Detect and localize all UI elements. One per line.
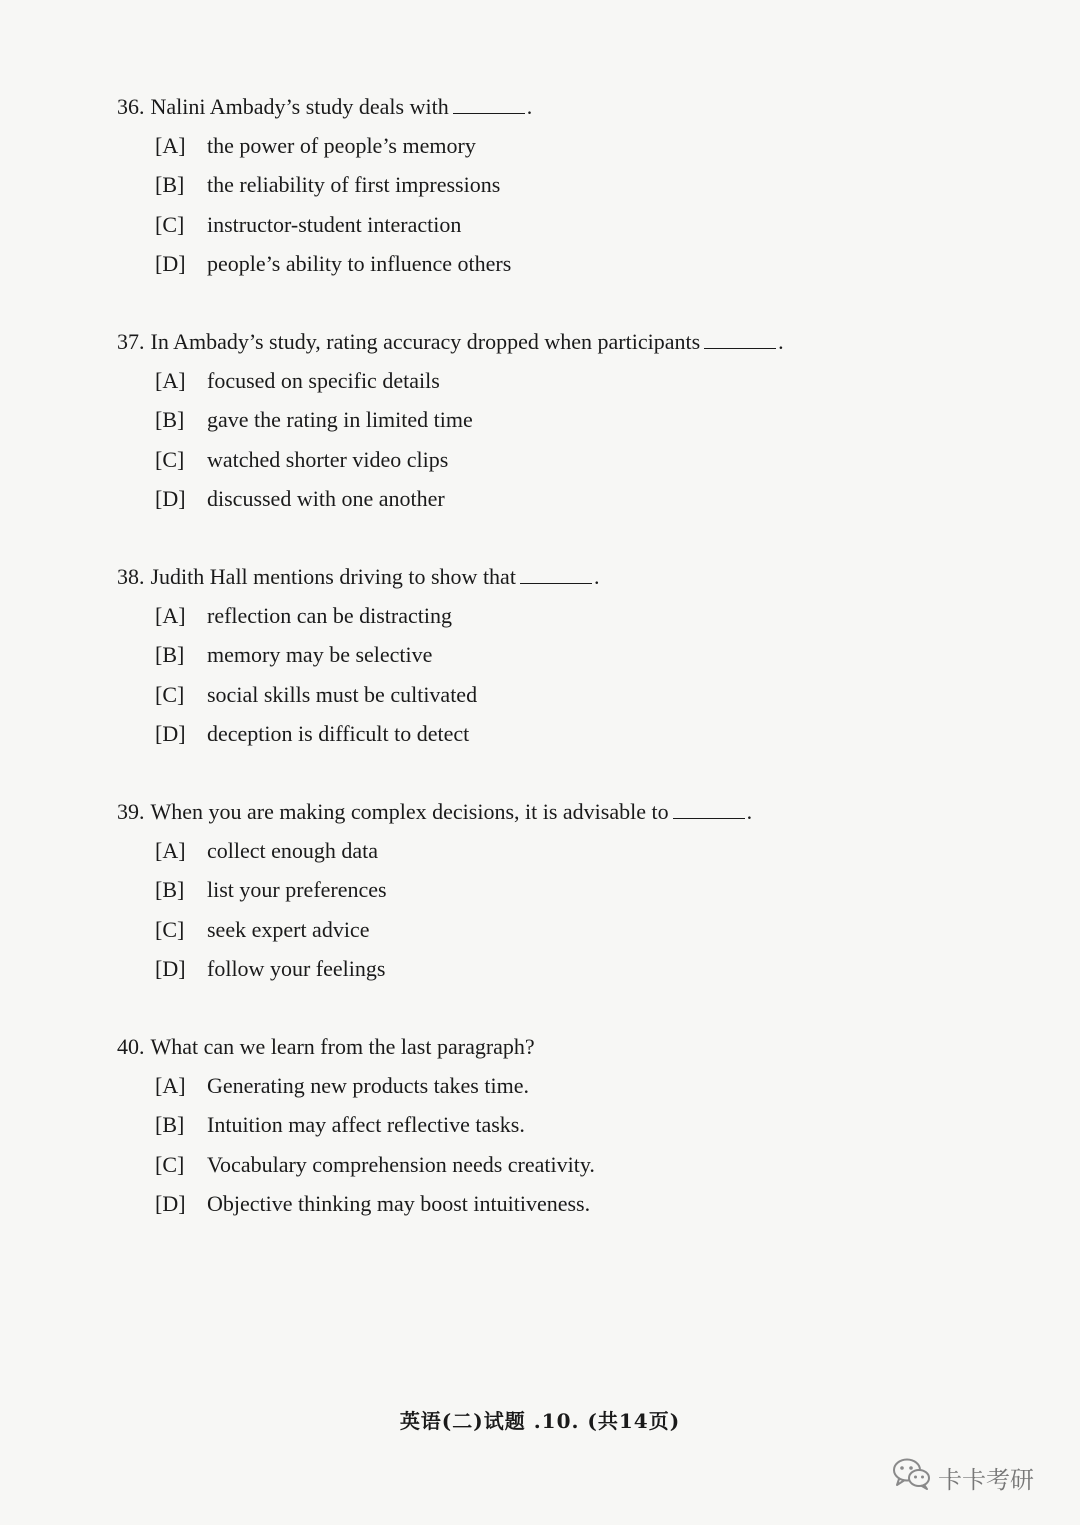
question-number: 38. (117, 564, 145, 589)
option-c (155, 910, 1017, 949)
option-text: focused on specific details (207, 368, 440, 393)
option-text: the reliability of first impressions (207, 172, 501, 198)
question-number: 40. (117, 1034, 145, 1059)
option-text: Intuition may affect reflective tasks. (207, 1112, 525, 1138)
answer-blank (453, 93, 525, 114)
option-text: people’s ability to influence others (207, 250, 512, 276)
question-37 (117, 322, 1017, 518)
option-d (155, 479, 1017, 518)
watermark-text: 卡卡考研 (938, 1465, 1034, 1494)
option-d (155, 1184, 1017, 1223)
option-text: gave the rating in limited time (207, 407, 473, 433)
question-stem (117, 87, 1017, 126)
option-text: reflection can be distracting (207, 603, 452, 628)
answer-blank (520, 563, 592, 584)
answer-blank (673, 798, 745, 819)
option-text: seek expert advice (207, 916, 370, 942)
question-text-end: . (526, 94, 533, 119)
option-letter: [A] (155, 838, 186, 863)
option-letter: [C] (155, 1151, 185, 1177)
option-b (155, 400, 1017, 439)
question-text: Judith Hall mentions driving to show that (150, 564, 516, 589)
option-letter: [D] (155, 250, 186, 276)
question-39 (117, 792, 1017, 988)
answer-blank (704, 328, 776, 349)
question-text-end: . (746, 799, 753, 824)
option-letter: [D] (155, 485, 186, 511)
option-text: watched shorter video clips (207, 446, 449, 472)
option-letter: [C] (155, 211, 185, 237)
option-a (155, 596, 1017, 635)
question-text-end: . (778, 329, 784, 354)
question-text: Nalini Ambady’s study deals with (150, 94, 449, 119)
option-b (155, 1105, 1017, 1144)
question-text: When you are making complex decisions, it is advisable to (150, 799, 669, 824)
option-d (155, 714, 1017, 753)
question-stem (117, 1027, 1017, 1066)
wechat-icon (892, 1457, 938, 1497)
options-list (155, 1066, 1017, 1223)
question-36 (117, 87, 1017, 283)
option-letter: [D] (155, 955, 186, 981)
option-letter: [D] (155, 1190, 186, 1216)
option-letter: [B] (155, 407, 185, 433)
option-c (155, 205, 1017, 244)
option-text: the power of people’s memory (207, 133, 476, 158)
options-list (155, 361, 1017, 518)
question-38 (117, 557, 1017, 753)
option-letter: [A] (155, 1073, 186, 1098)
question-number: 39. (117, 799, 145, 824)
option-letter: [A] (155, 368, 186, 393)
question-stem (117, 557, 1017, 596)
option-text: instructor-student interaction (207, 211, 462, 237)
watermark (892, 1455, 1034, 1499)
option-b (155, 870, 1017, 909)
option-text: social skills must be cultivated (207, 681, 478, 707)
option-a (155, 361, 1017, 400)
option-letter: [C] (155, 446, 185, 472)
option-a (155, 831, 1017, 870)
question-40 (117, 1027, 1017, 1223)
option-letter: [B] (155, 172, 185, 198)
question-text: What can we learn from the last paragraph? (150, 1034, 535, 1059)
option-text: collect enough data (207, 838, 379, 863)
option-letter: [B] (155, 1112, 185, 1138)
option-letter: [C] (155, 916, 185, 942)
option-c (155, 440, 1017, 479)
option-text: discussed with one another (207, 485, 445, 511)
question-stem (117, 792, 1017, 831)
option-d (155, 949, 1017, 988)
question-text: In Ambady’s study, rating accuracy dropped when participants (150, 329, 701, 354)
option-letter: [C] (155, 681, 185, 707)
option-c (155, 675, 1017, 714)
option-text: Vocabulary comprehension needs creativity. (207, 1151, 595, 1177)
option-letter: [A] (155, 133, 186, 158)
question-stem (117, 322, 1017, 361)
question-number: 37. (117, 329, 145, 354)
option-text: follow your feelings (207, 955, 386, 981)
question-number: 36. (117, 94, 145, 119)
option-letter: [D] (155, 720, 186, 746)
option-letter: [A] (155, 603, 186, 628)
option-b (155, 635, 1017, 674)
option-text: Objective thinking may boost intuitiveness. (207, 1190, 591, 1216)
option-letter: [B] (155, 877, 185, 903)
question-text-end: . (593, 564, 600, 589)
option-a (155, 1066, 1017, 1105)
option-d (155, 244, 1017, 283)
option-a (155, 126, 1017, 165)
option-text: list your preferences (207, 877, 387, 903)
options-list (155, 596, 1017, 753)
option-c (155, 1145, 1017, 1184)
option-letter: [B] (155, 642, 185, 668)
option-text: Generating new products takes time. (207, 1073, 529, 1098)
option-text: deception is difficult to detect (207, 720, 470, 746)
option-text: memory may be selective (207, 642, 433, 668)
options-list (155, 831, 1017, 988)
page-footer: 英语(二)试题 .10. (共14页) (399, 1409, 681, 1433)
options-list (155, 126, 1017, 283)
option-b (155, 165, 1017, 204)
